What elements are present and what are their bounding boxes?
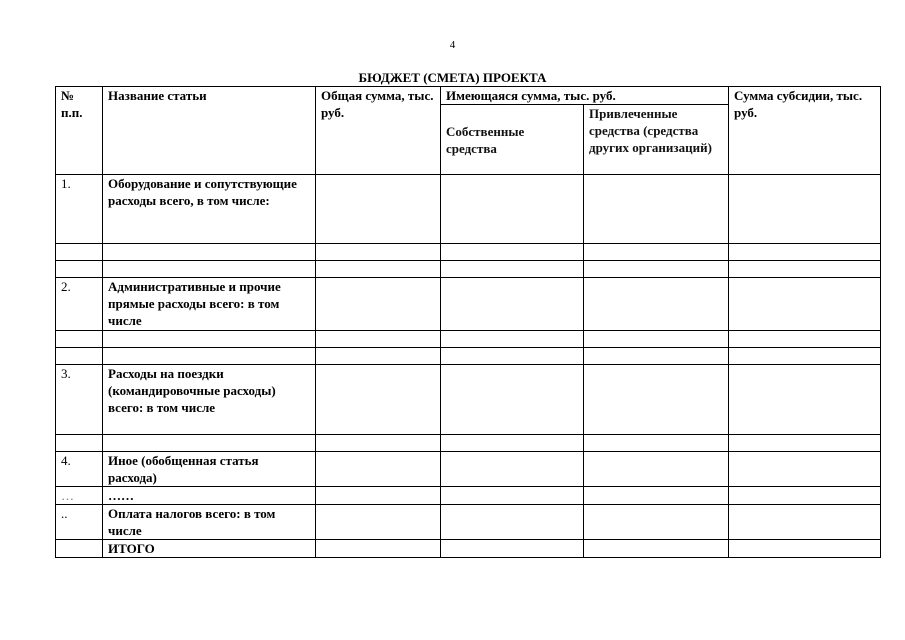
- row-num: [56, 540, 103, 558]
- cell-attracted[interactable]: [584, 435, 729, 452]
- cell-subsidy[interactable]: [729, 278, 881, 331]
- table-row: [56, 261, 881, 278]
- table-row: [56, 278, 881, 331]
- cell-own[interactable]: [441, 365, 584, 435]
- row-name: [103, 348, 316, 365]
- table-row: [56, 487, 881, 505]
- cell-subsidy[interactable]: [729, 452, 881, 487]
- table-row: [56, 435, 881, 452]
- header-attracted: Привлеченные средства (средства других организаций): [584, 105, 729, 175]
- cell-total[interactable]: [316, 348, 441, 365]
- cell-subsidy[interactable]: [729, 487, 881, 505]
- cell-total[interactable]: [316, 365, 441, 435]
- row-num: [56, 331, 103, 348]
- row-name: ИТОГО: [103, 540, 316, 558]
- cell-own[interactable]: [441, 348, 584, 365]
- row-name: [103, 435, 316, 452]
- cell-subsidy[interactable]: [729, 331, 881, 348]
- row-name: Оплата налогов всего: в том числе: [103, 505, 316, 540]
- cell-attracted[interactable]: [584, 278, 729, 331]
- cell-attracted[interactable]: [584, 505, 729, 540]
- header-own: Собственные средства: [441, 105, 584, 175]
- cell-subsidy[interactable]: [729, 261, 881, 278]
- cell-own[interactable]: [441, 452, 584, 487]
- header-available: Имеющаяся сумма, тыс. руб.: [441, 87, 729, 105]
- table-row: [56, 331, 881, 348]
- cell-total[interactable]: [316, 452, 441, 487]
- cell-total[interactable]: [316, 175, 441, 244]
- page-number: 4: [449, 39, 456, 51]
- row-name: Расходы на поездки (командировочные расходы) всего: в том числе: [103, 365, 316, 435]
- row-name: ……: [103, 487, 316, 505]
- row-name: [103, 244, 316, 261]
- cell-own[interactable]: [441, 331, 584, 348]
- cell-own[interactable]: [441, 278, 584, 331]
- row-num: [56, 244, 103, 261]
- row-num: [56, 435, 103, 452]
- cell-attracted[interactable]: [584, 452, 729, 487]
- cell-attracted[interactable]: [584, 261, 729, 278]
- cell-attracted[interactable]: [584, 175, 729, 244]
- cell-subsidy[interactable]: [729, 365, 881, 435]
- cell-own[interactable]: [441, 261, 584, 278]
- cell-subsidy[interactable]: [729, 175, 881, 244]
- table-row: [56, 365, 881, 435]
- row-name: Административные и прочие прямые расходы всего: в том числе: [103, 278, 316, 331]
- table-row-total: [56, 540, 881, 558]
- table-row: [56, 244, 881, 261]
- cell-attracted[interactable]: [584, 540, 729, 558]
- cell-total[interactable]: [316, 487, 441, 505]
- cell-subsidy[interactable]: [729, 505, 881, 540]
- row-name: Иное (обобщенная статья расхода): [103, 452, 316, 487]
- cell-attracted[interactable]: [584, 365, 729, 435]
- table-row: [56, 348, 881, 365]
- cell-attracted[interactable]: [584, 244, 729, 261]
- table-row: [56, 175, 881, 244]
- cell-subsidy[interactable]: [729, 540, 881, 558]
- cell-subsidy[interactable]: [729, 435, 881, 452]
- cell-total[interactable]: [316, 331, 441, 348]
- row-num: ..: [56, 505, 103, 540]
- cell-own[interactable]: [441, 435, 584, 452]
- row-num: 2.: [56, 278, 103, 331]
- cell-attracted[interactable]: [584, 331, 729, 348]
- cell-total[interactable]: [316, 435, 441, 452]
- cell-total[interactable]: [316, 505, 441, 540]
- header-total: Общая сумма, тыс. руб.: [316, 87, 441, 175]
- page-title: БЮДЖЕТ (СМЕТА) ПРОЕКТА: [358, 70, 547, 85]
- table-row: [56, 505, 881, 540]
- row-name: Оборудование и сопутствующие расходы всего, в том числе:: [103, 175, 316, 244]
- header-num: № п.п.: [56, 87, 103, 175]
- cell-own[interactable]: [441, 540, 584, 558]
- row-name: [103, 331, 316, 348]
- cell-subsidy[interactable]: [729, 348, 881, 365]
- cell-attracted[interactable]: [584, 487, 729, 505]
- row-num: …: [56, 487, 103, 505]
- cell-total[interactable]: [316, 540, 441, 558]
- header-subsidy: Сумма субсидии, тыс. руб.: [729, 87, 881, 175]
- header-name: Название статьи: [103, 87, 316, 175]
- row-num: 1.: [56, 175, 103, 244]
- cell-total[interactable]: [316, 244, 441, 261]
- cell-own[interactable]: [441, 487, 584, 505]
- row-num: [56, 348, 103, 365]
- budget-table: [55, 86, 881, 558]
- row-num: [56, 261, 103, 278]
- cell-own[interactable]: [441, 505, 584, 540]
- row-num: 4.: [56, 452, 103, 487]
- row-num: 3.: [56, 365, 103, 435]
- cell-own[interactable]: [441, 244, 584, 261]
- cell-total[interactable]: [316, 261, 441, 278]
- cell-own[interactable]: [441, 175, 584, 244]
- table-row: [56, 452, 881, 487]
- cell-total[interactable]: [316, 278, 441, 331]
- cell-attracted[interactable]: [584, 348, 729, 365]
- row-name: [103, 261, 316, 278]
- cell-subsidy[interactable]: [729, 244, 881, 261]
